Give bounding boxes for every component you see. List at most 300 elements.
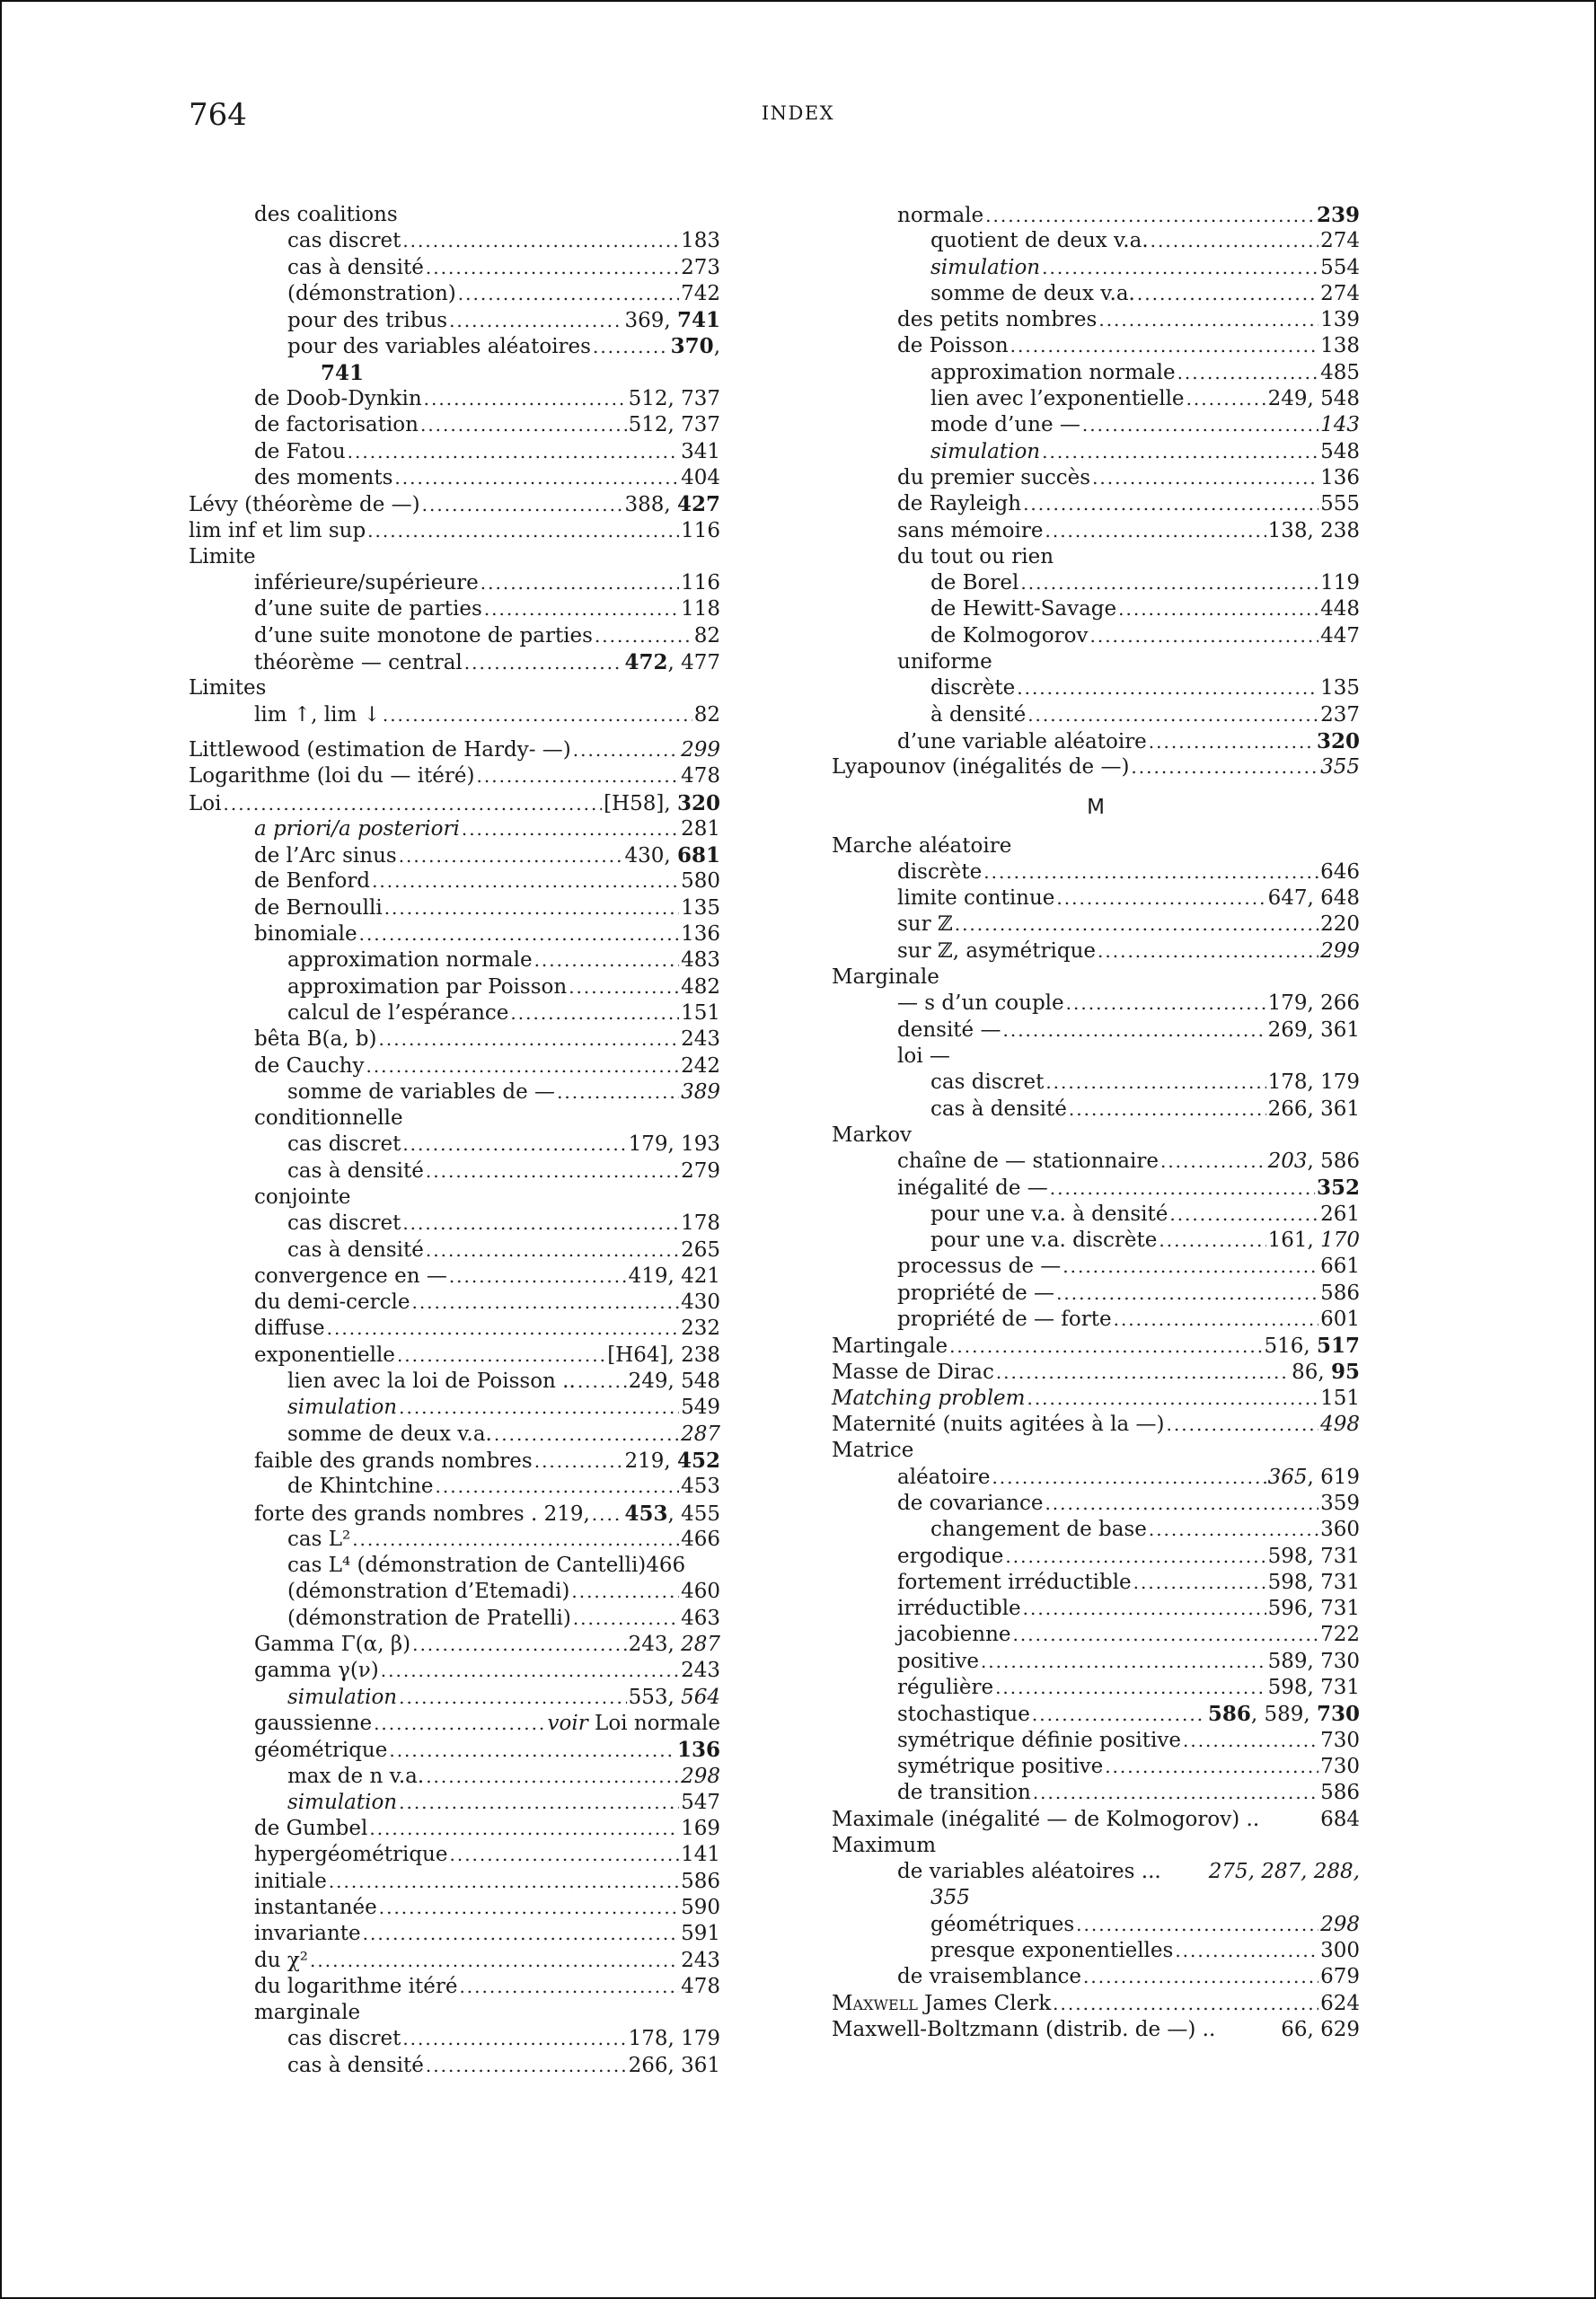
dot-leader [422, 492, 623, 518]
dot-leader [1027, 702, 1318, 728]
entry-term [287, 1790, 397, 1816]
index-entry [832, 728, 1360, 754]
entry-term-text: gaussienne [254, 1711, 373, 1735]
dot-leader [372, 868, 679, 894]
entry-term-text: cas à densité [287, 1238, 424, 1262]
entry-term [897, 333, 1009, 359]
dot-leader [399, 843, 623, 869]
dot-leader [384, 895, 679, 921]
entry-term [189, 763, 475, 789]
entry-term-text: Martingale [832, 1334, 948, 1359]
entry-term-text: de Hewitt-Savage [930, 597, 1117, 621]
entry-term-text: pour une v.a. à densité [930, 1202, 1168, 1226]
entry-term-text: d’une suite monotone de parties [254, 623, 593, 647]
dot-leader [1151, 228, 1318, 254]
index-entry [832, 1622, 1360, 1648]
index-column-left [189, 202, 720, 2079]
index-entry [189, 1474, 720, 1500]
entry-pages [624, 1501, 720, 1528]
index-entry [189, 412, 720, 438]
page-ref-italic: 287 [681, 1633, 720, 1657]
index-entry [189, 1921, 720, 1947]
entry-term-suffix: James Clerk [917, 1991, 1052, 2015]
entry-term-italic: Matching problem [832, 1386, 1026, 1410]
page-ref: 249, 548 [628, 1370, 720, 1394]
entry-term [897, 1570, 1132, 1596]
page-ref-italic: 298 [681, 1764, 720, 1788]
page-ref: 589, 730 [1267, 1649, 1360, 1673]
entry-term [930, 412, 1080, 438]
page-ref: 116 [681, 571, 720, 595]
page-ref: 549 [681, 1396, 720, 1420]
entry-pages [1320, 1254, 1360, 1280]
dot-leader [1133, 1570, 1266, 1596]
entry-term [287, 1685, 397, 1711]
entry-pages [607, 1343, 720, 1369]
entry-term-text: de Benford [254, 869, 371, 894]
entry-pages [1317, 1175, 1360, 1202]
entry-pages [1268, 1017, 1360, 1044]
index-entry [189, 1369, 720, 1395]
entry-term-text: de transition [897, 1781, 1031, 1805]
dot-leader [412, 1632, 626, 1658]
page-ref: 138, 238 [1267, 518, 1360, 542]
dot-leader [348, 439, 679, 465]
index-entry [189, 281, 720, 307]
entry-term-text: des coalitions [254, 203, 398, 226]
entry-term-text: de l’Arc sinus [254, 844, 397, 868]
entry-term-text: lim ↑, lim ↓ [254, 702, 381, 727]
page-ref: 136 [681, 922, 720, 947]
index-entry [832, 1070, 1360, 1096]
page-ref: 430 [681, 1290, 720, 1315]
entry-term [930, 623, 1088, 649]
dot-leader [1175, 1938, 1318, 1964]
entry-term [189, 518, 366, 544]
entry-term-text: de Borel [930, 571, 1019, 595]
entry-term-text: Matrice [832, 1439, 914, 1463]
page-ref: 151 [681, 1000, 720, 1025]
entry-term [930, 1517, 1147, 1543]
index-entry [832, 1517, 1360, 1543]
entry-term [254, 1816, 367, 1842]
entry-pages [1209, 1859, 1360, 1885]
entry-term [254, 1711, 372, 1737]
index-entry [189, 737, 720, 763]
entry-term [832, 1123, 912, 1149]
dot-leader [366, 1053, 679, 1079]
page-ref: 730 [1320, 1728, 1360, 1752]
entry-term-text: approximation normale [930, 360, 1176, 384]
entry-pages [681, 1474, 720, 1500]
dot-leader [1017, 675, 1318, 701]
page-ref-italic: 143 [1320, 413, 1360, 437]
dot-leader [955, 912, 1318, 938]
dot-leader [534, 947, 680, 973]
entry-term-text: de Poisson [897, 334, 1009, 358]
entry-pages [1320, 675, 1360, 701]
entry-term [897, 491, 1021, 517]
page-ref: 555 [1320, 492, 1360, 516]
entry-pages [681, 1395, 720, 1421]
index-entry [832, 702, 1360, 728]
entry-term-text: des petits nombres [897, 308, 1098, 332]
entry-pages [1320, 623, 1360, 649]
entry-term-text: conditionnelle [254, 1106, 403, 1131]
entry-term [897, 729, 1147, 755]
index-entry [189, 1501, 720, 1527]
entry-term-text: max de n v.a. [287, 1764, 425, 1788]
dot-leader [1010, 333, 1318, 359]
index-entry [832, 991, 1360, 1017]
page-ref-bold: 586 [1207, 1702, 1251, 1727]
index-entry [832, 255, 1360, 281]
dot-leader [1114, 1307, 1319, 1333]
page-ref-italic: 298 [1320, 1912, 1360, 1936]
page-ref: 601 [1320, 1307, 1360, 1331]
dot-leader [1177, 360, 1319, 386]
page-ref-italic: voir [547, 1711, 588, 1735]
entry-pages [624, 1448, 720, 1475]
entry-term-text: somme de variables de — [287, 1079, 556, 1104]
entry-term-text: pour des tribus [287, 309, 448, 333]
entry-term-text: conjointe [254, 1185, 351, 1209]
dot-leader [1023, 1596, 1266, 1622]
entry-term [832, 1833, 936, 1859]
entry-term [832, 2017, 1215, 2043]
entry-pages [1320, 1938, 1360, 1964]
entry-term-text: Limite [189, 544, 256, 568]
entry-term [897, 1017, 1001, 1044]
dot-leader [426, 1158, 679, 1185]
running-head: INDEX [761, 102, 835, 124]
dot-leader [1042, 439, 1318, 465]
entry-pages [1320, 859, 1360, 885]
index-entry [832, 1780, 1360, 1806]
index-entry [189, 763, 720, 789]
page-ref: 430, [624, 844, 677, 868]
entry-term-text: Markov [832, 1123, 913, 1147]
entry-term [930, 702, 1026, 728]
entry-term [897, 1728, 1181, 1754]
page-ref: 183 [681, 229, 720, 253]
index-entry [832, 754, 1360, 780]
entry-pages [677, 1737, 720, 1764]
index-entry [189, 1606, 720, 1632]
index-entry [189, 518, 720, 544]
index-entry [189, 228, 720, 254]
page-ref: 138 [1320, 334, 1360, 358]
entry-pages [629, 2053, 720, 2079]
entry-term [897, 1649, 979, 1675]
entry-term-text: uniforme [897, 650, 992, 674]
index-entry [189, 465, 720, 491]
entry-term-text: propriété de — forte [897, 1307, 1112, 1331]
entry-term-text: bêta B(a, b) [254, 1027, 377, 1052]
page-ref: 516, [1264, 1334, 1317, 1359]
index-entry [832, 833, 1360, 859]
entry-pages [629, 1132, 720, 1158]
page-ref: 730 [1320, 1754, 1360, 1778]
entry-term [254, 465, 392, 491]
page-ref: 460 [681, 1580, 720, 1604]
page-ref: 178 [681, 1211, 720, 1236]
index-entry [832, 360, 1360, 386]
index-entry [189, 816, 720, 842]
entry-term [897, 307, 1097, 333]
entry-pages [681, 1816, 720, 1842]
page-ref: 141 [681, 1843, 720, 1867]
entry-pages [1320, 938, 1360, 965]
entry-pages [1281, 2017, 1360, 2043]
dot-leader [1053, 1991, 1318, 2017]
entry-pages [681, 465, 720, 491]
entry-term [254, 921, 357, 947]
page-ref-italic: 203 [1267, 1150, 1308, 1174]
index-entry [832, 596, 1360, 622]
dot-leader [359, 921, 680, 947]
index-entry [189, 2000, 720, 2026]
entry-term-text: quotient de deux v.a. [930, 229, 1149, 253]
index-entry [189, 1869, 720, 1895]
entry-term [897, 465, 1090, 491]
entry-pages [681, 974, 720, 1000]
page-ref-bold: 517 [1316, 1334, 1360, 1359]
entry-term-text: cas à densité [287, 2053, 424, 2077]
index-entry [832, 1859, 1360, 1885]
entry-pages [1320, 281, 1360, 307]
dot-leader [402, 1211, 679, 1237]
index-entry [832, 1754, 1360, 1780]
index-entry [189, 1948, 720, 1974]
page-ref: 178, 179 [1267, 1070, 1360, 1095]
entry-pages [681, 1579, 720, 1605]
page-ref: 448 [1320, 597, 1360, 621]
entry-term-text: cas discret [287, 229, 401, 253]
entry-term-text: symétrique positive [897, 1754, 1104, 1778]
page-ref: 273 [681, 255, 720, 279]
entry-term-text: du tout ou rien [897, 544, 1054, 568]
entry-pages [681, 439, 720, 465]
page-ref: 220 [1320, 912, 1360, 937]
entry-term [287, 947, 533, 973]
entry-term-text: Loi [189, 791, 222, 815]
dot-leader [1083, 1964, 1318, 1990]
entry-pages [681, 570, 720, 596]
page-ref-italic: 170 [1320, 1228, 1360, 1252]
page-ref: 66, 629 [1281, 2017, 1360, 2041]
entry-pages [681, 1790, 720, 1816]
page-ref: [H64], 238 [607, 1343, 720, 1367]
entry-term [897, 544, 1054, 570]
page-ref: 82 [693, 702, 720, 727]
entry-term-text: aléatoire [897, 1465, 991, 1489]
page-ref: 512, 737 [628, 387, 720, 411]
entry-pages [629, 1369, 720, 1395]
dot-leader [420, 412, 627, 438]
entry-term-text: invariante [254, 1922, 361, 1946]
entry-term [287, 1553, 685, 1579]
index-entry [189, 2026, 720, 2052]
index-entry [832, 1807, 1360, 1833]
entry-term-text: presque exponentielles [930, 1939, 1174, 1962]
dot-leader [402, 228, 679, 254]
entry-term-text: de covariance [897, 1491, 1044, 1515]
entry-term [930, 1070, 1044, 1096]
index-entry [189, 1079, 720, 1105]
entry-term-text: de variables aléatoires ... [897, 1860, 1161, 1884]
index-entry [189, 1816, 720, 1842]
entry-term [254, 1658, 379, 1684]
index-entry [189, 702, 720, 728]
page-ref: 279 [681, 1158, 720, 1183]
page-ref: 116 [681, 518, 720, 542]
entry-term [897, 912, 953, 938]
dot-leader [1149, 729, 1315, 755]
dot-leader [1183, 1728, 1318, 1754]
page-ref: 453 [681, 1475, 720, 1499]
index-entry [832, 1175, 1360, 1201]
page-ref: 151 [1320, 1386, 1360, 1410]
entry-term [897, 203, 983, 229]
index-entry [832, 1491, 1360, 1517]
index-entry [832, 1202, 1360, 1228]
page-ref: 178, 179 [628, 2027, 720, 2051]
page-ref: 266, 361 [1267, 1097, 1360, 1121]
entry-pages [681, 1316, 720, 1342]
dot-leader [389, 1738, 675, 1764]
page-ref-bold: 453 [624, 1501, 668, 1526]
page-ref: 360 [1320, 1518, 1360, 1542]
entry-term-text: d’une variable aléatoire [897, 729, 1147, 753]
dot-leader [949, 1334, 1262, 1360]
index-entry [189, 307, 720, 333]
entry-term [287, 2053, 424, 2079]
entry-term [189, 675, 266, 701]
entry-pages [1320, 1728, 1360, 1754]
entry-term [254, 895, 383, 921]
dot-leader [223, 791, 602, 817]
entry-term-text: binomiale [254, 922, 357, 947]
index-entry [832, 1386, 1360, 1412]
page-ref: 547 [681, 1790, 720, 1814]
page-ref: 300 [1320, 1939, 1360, 1962]
dot-leader [1098, 938, 1318, 965]
index-entry [189, 544, 720, 570]
entry-pages [1320, 702, 1360, 728]
entry-pages [1320, 1622, 1360, 1648]
page-ref-bold: 452 [676, 1448, 720, 1473]
index-entry [189, 974, 720, 1000]
index-entry [832, 1596, 1360, 1622]
entry-term [930, 596, 1116, 622]
page-ref: 86, [1292, 1361, 1331, 1385]
page-ref: 591 [681, 1922, 720, 1946]
dot-leader [1002, 1017, 1265, 1044]
dot-leader [494, 1422, 679, 1448]
dot-leader [464, 650, 623, 676]
entry-term [930, 360, 1176, 386]
index-entry [189, 570, 720, 596]
index-entry [189, 596, 720, 622]
page-ref: 482 [681, 974, 720, 999]
entry-term-text: sur ℤ, asymétrique [897, 938, 1097, 963]
index-entry [189, 1026, 720, 1053]
page-ref: 590 [681, 1896, 720, 1919]
dot-leader [327, 1316, 679, 1342]
entry-term-text: Limites [189, 676, 267, 700]
index-entry [832, 281, 1360, 307]
dot-leader [329, 1869, 679, 1895]
index-entry [189, 1343, 720, 1369]
dot-leader [1045, 1070, 1265, 1096]
page-ref: 237 [1320, 702, 1360, 727]
entry-term [930, 1885, 970, 1911]
entry-term [897, 1176, 1048, 1202]
entry-term-text: de Cauchy [254, 1053, 365, 1078]
entry-term [254, 868, 370, 894]
entry-term-text: cas à densité [930, 1097, 1067, 1121]
dot-leader [481, 570, 679, 596]
entry-term-text: forte des grands nombres . 219, [254, 1502, 590, 1526]
page-ref: 647, 648 [1267, 886, 1360, 911]
dot-leader [983, 859, 1318, 885]
entry-term [254, 439, 346, 465]
entry-term-italic: simulation [287, 1685, 398, 1709]
entry-pages [1317, 728, 1360, 755]
index-entry [832, 491, 1360, 517]
entry-term-text: densité — [897, 1017, 1001, 1042]
entry-term [832, 1991, 1051, 2017]
entry-pages [681, 1895, 720, 1921]
entry-term-text: Gamma Γ(α, β) [254, 1633, 411, 1657]
entry-term [254, 702, 381, 728]
page-ref-bold: 95 [1330, 1360, 1360, 1385]
entry-term [287, 1422, 492, 1448]
index-entry [832, 1570, 1360, 1596]
entry-term [254, 1895, 377, 1921]
index-entry [189, 255, 720, 281]
page-ref: 232 [681, 1317, 720, 1341]
entry-term [254, 1921, 361, 1947]
entry-term [897, 1622, 1011, 1648]
dot-leader [1063, 1254, 1318, 1280]
entry-term-text: du demi-cercle [254, 1290, 410, 1315]
entry-term-text: Marginale [832, 965, 939, 990]
index-entry [832, 1123, 1360, 1149]
page-ref: 548 [1320, 439, 1360, 463]
entry-pages [681, 1053, 720, 1079]
entry-pages [1320, 412, 1360, 438]
entry-term-text: sans mémoire [897, 518, 1044, 542]
entry-term [930, 228, 1149, 254]
entry-term [287, 1579, 569, 1605]
index-entry [832, 1912, 1360, 1938]
page-ref-italic: 299 [1320, 938, 1360, 963]
dot-leader [573, 1606, 679, 1632]
page-ref: 266, 361 [628, 2053, 720, 2077]
entry-pages [681, 1211, 720, 1237]
entry-pages [681, 1290, 720, 1316]
entry-term-text: — s d’un couple [897, 991, 1064, 1016]
entry-pages [1268, 1465, 1360, 1491]
page-ref-bold: 427 [676, 492, 720, 517]
entry-pages [1320, 1991, 1360, 2017]
page-ref-after: , [713, 335, 720, 359]
index-entry [832, 1675, 1360, 1701]
entry-term [254, 1842, 447, 1868]
index-entry [832, 2017, 1360, 2043]
